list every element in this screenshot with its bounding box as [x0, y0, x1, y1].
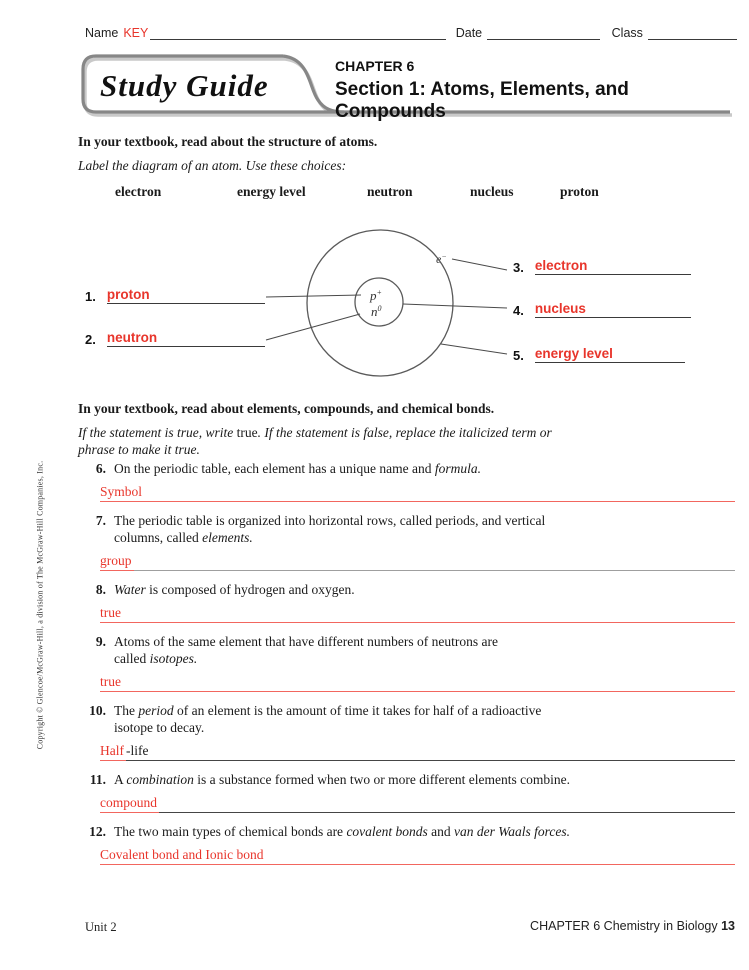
name-date-class-row: [85, 24, 737, 40]
name-label: Name: [85, 26, 119, 40]
nucleus-circle: [355, 278, 403, 326]
footer-page-number: 13: [721, 919, 735, 933]
text-segment: isotope to decay.: [114, 720, 205, 735]
pointer-line-neutron: [266, 314, 360, 340]
name-blank-line: [150, 26, 445, 40]
diagram-answer-1-number: 1.: [85, 289, 96, 304]
pointer-line-electron: [452, 259, 507, 270]
text-segment: The: [114, 703, 139, 718]
italic-term: phrase to make it true.: [78, 442, 200, 457]
pointer-line-nucleus: [403, 304, 507, 308]
question-row: [82, 823, 735, 840]
diagram-answer-1-blank: [151, 294, 265, 304]
pointer-line-proton: [266, 295, 361, 297]
section-a-instruction: Label the diagram of an atom. Use these choices:: [78, 158, 347, 173]
diagram-answer-2: [85, 329, 265, 347]
diagram-answer-5: [513, 345, 685, 363]
neutron-symbol: $n^0$: [371, 304, 382, 319]
question-block: [82, 823, 735, 865]
chapter-title: CHAPTER 6: [335, 58, 415, 74]
italic-term: Water: [114, 582, 146, 597]
diagram-answer-4: [513, 300, 691, 318]
question-block: [82, 460, 735, 502]
atom-diagram: [70, 213, 730, 405]
question-text: [114, 823, 735, 840]
question-row: [82, 771, 735, 788]
italic-term: combination: [126, 772, 194, 787]
answer-word-red: Symbol: [100, 484, 144, 502]
italic-term: covalent bonds: [346, 824, 428, 839]
question-text: [114, 771, 735, 788]
question-number: 11.: [89, 772, 106, 787]
question-block: [82, 633, 735, 692]
diagram-answer-5-word: energy level: [534, 346, 613, 361]
question-number: 6.: [95, 461, 106, 476]
question-number: 10.: [89, 703, 106, 718]
answer-line: [100, 796, 735, 813]
footer-chapter-label: [530, 919, 735, 933]
text-segment: and: [427, 824, 455, 839]
word-bank: [78, 184, 735, 202]
question-block: [82, 702, 735, 761]
text-segment: columns, called: [114, 530, 203, 545]
text-segment: On the periodic table, each element has a unique name and: [114, 461, 435, 476]
diagram-answer-2-word: neutron: [106, 330, 158, 345]
question-row: [82, 512, 735, 546]
footer-unit-label: Unit 2: [85, 920, 117, 934]
answer-blank-line: [123, 684, 735, 692]
answer-blank-line: [151, 753, 736, 761]
answer-word-red: Half: [100, 743, 126, 761]
word-bank-energy-level: energy level: [237, 184, 306, 199]
text-segment: A: [114, 772, 127, 787]
text-segment: called: [114, 651, 150, 666]
diagram-answer-4-word: nucleus: [534, 301, 586, 316]
answer-blank-line: [144, 494, 735, 502]
question-number: 9.: [95, 634, 106, 649]
answer-word-red: true: [100, 674, 123, 692]
question-row: [82, 460, 735, 477]
answer-line: [100, 554, 735, 571]
question-block: [82, 771, 735, 813]
question-row: [82, 581, 735, 598]
question-text: [114, 581, 735, 598]
date-blank-line: [487, 26, 600, 40]
text-segment: The two main types of chemical bonds are: [114, 824, 347, 839]
answer-blank-line: [159, 805, 735, 813]
answer-line: [100, 848, 735, 865]
question-number: 8.: [95, 582, 106, 597]
question-number: 7.: [95, 513, 106, 528]
name-answer-key: KEY: [123, 26, 149, 40]
study-guide-header-tab: [78, 50, 735, 122]
diagram-answer-5-number: 5.: [513, 348, 524, 363]
diagram-answer-2-number: 2.: [85, 332, 96, 347]
study-guide-badge: Study Guide: [100, 68, 269, 103]
word-bank-electron: electron: [115, 184, 162, 199]
answer-blank-line: [123, 615, 735, 623]
text-segment: of an element is the amount of time it takes for half of a radioactive: [173, 703, 542, 718]
question-text: [114, 512, 735, 546]
question-text: [114, 702, 735, 736]
footer-chapter-text: CHAPTER 6 Chemistry in Biology: [530, 919, 718, 933]
text-segment: true: [236, 425, 258, 440]
italic-term: If the statement is true, write: [78, 425, 237, 440]
text-segment: The periodic table is organized into horizontal rows, called periods, and vertical: [114, 513, 546, 528]
question-number: 12.: [89, 824, 106, 839]
answer-word-red: group: [100, 553, 134, 571]
copyright-sidebar-text: Copyright © Glencoe/McGraw-Hill, a division of The McGraw-Hill Companies, Inc.: [35, 460, 45, 750]
text-segment: is a substance formed when two or more different elements combine.: [193, 772, 571, 787]
electron-symbol: e−: [436, 252, 447, 266]
italic-term: . If the statement is false, replace the italicized term or: [257, 425, 552, 440]
diagram-answer-3-number: 3.: [513, 260, 524, 275]
diagram-answer-3: [513, 257, 691, 275]
pointer-lines: [266, 259, 507, 354]
question-block: [82, 581, 735, 623]
answer-word-red: compound: [100, 795, 159, 813]
diagram-answer-4-number: 4.: [513, 303, 524, 318]
word-bank-nucleus: nucleus: [470, 184, 514, 199]
energy-level-circle: [307, 230, 453, 376]
italic-term: van der Waals forces.: [454, 824, 571, 839]
section-a-heading: In your textbook, read about the structure of atoms.: [78, 134, 378, 149]
question-text: [114, 633, 735, 667]
class-label: Class: [611, 26, 643, 40]
question-row: [82, 702, 735, 736]
word-bank-neutron: neutron: [367, 184, 413, 199]
question-list: [82, 460, 735, 875]
diagram-answer-5-blank: [614, 353, 685, 363]
answer-word-red: true: [100, 605, 123, 623]
diagram-answer-4-blank: [587, 308, 691, 318]
section-title: Section 1: Atoms, Elements, and Compounds: [335, 79, 629, 122]
italic-term: isotopes.: [149, 651, 198, 666]
section-b-heading: In your textbook, read about elements, compounds, and chemical bonds.: [78, 401, 495, 416]
answer-line: [100, 744, 735, 761]
answer-line: [100, 606, 735, 623]
italic-term: elements.: [202, 530, 253, 545]
diagram-answer-1-word: proton: [106, 287, 150, 302]
italic-term: period: [138, 703, 174, 718]
answer-line: [100, 485, 735, 502]
text-segment: Atoms of the same element that have different numbers of neutrons are: [114, 634, 498, 649]
class-blank-line: [648, 26, 737, 40]
answer-word: -life: [126, 743, 151, 761]
diagram-answer-2-blank: [158, 337, 265, 347]
diagram-answer-3-word: electron: [534, 258, 588, 273]
proton-symbol: p+: [370, 288, 382, 303]
answer-line: [100, 675, 735, 692]
question-block: [82, 512, 735, 571]
answer-blank-line: [134, 563, 736, 571]
answer-blank-line: [265, 857, 735, 865]
question-text: [114, 460, 735, 477]
diagram-answer-3-blank: [588, 265, 691, 275]
question-row: [82, 633, 735, 667]
pointer-line-energy-level: [441, 344, 507, 354]
date-label: Date: [455, 26, 483, 40]
answer-word-red: Covalent bond and Ionic bond: [100, 847, 265, 865]
text-segment: is composed of hydrogen and oxygen.: [145, 582, 355, 597]
italic-term: formula.: [434, 461, 482, 476]
section-b-instruction: [78, 424, 735, 458]
word-bank-proton: proton: [560, 184, 599, 199]
diagram-answer-1: [85, 286, 265, 304]
